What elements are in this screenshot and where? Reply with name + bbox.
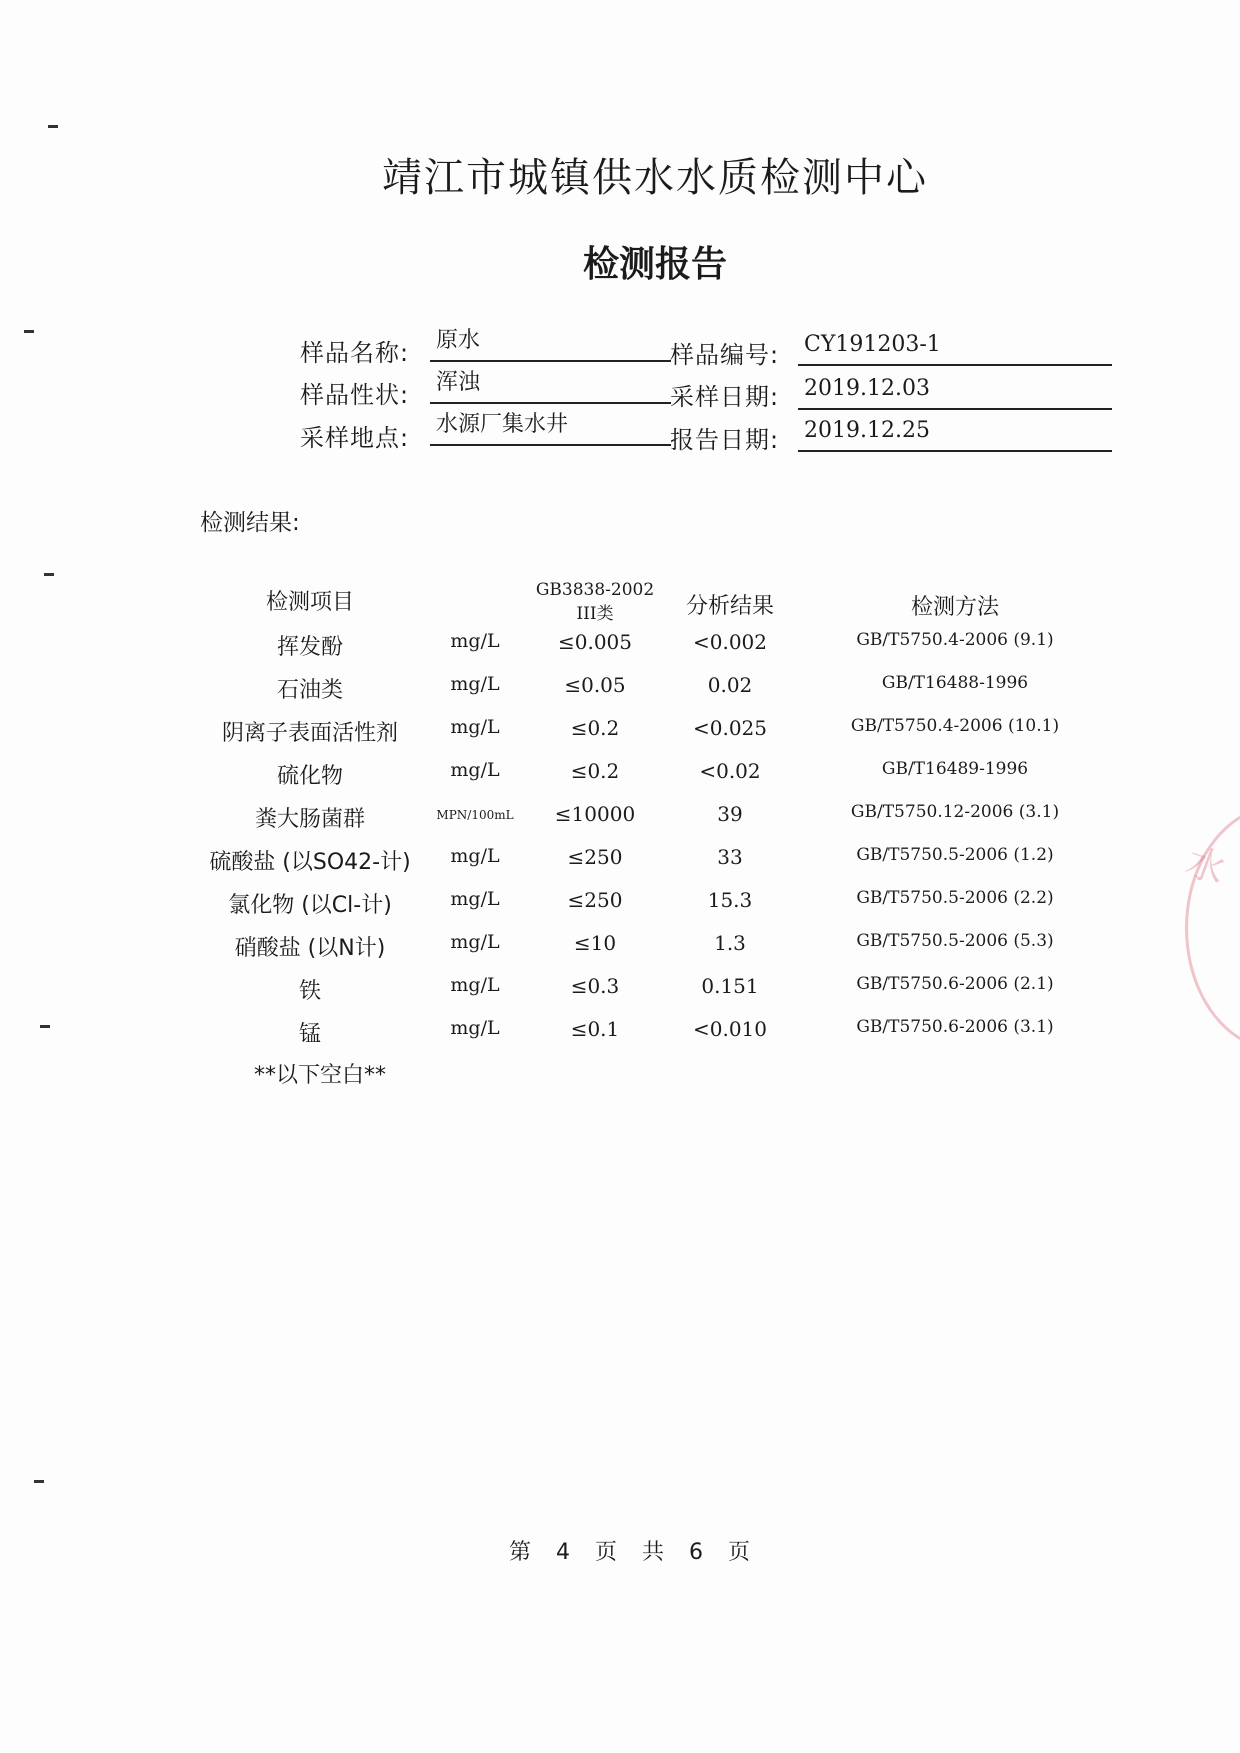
row-standard: ≤0.005 (557, 630, 632, 654)
sampling-location-value: 水源厂集水井 (430, 410, 671, 446)
table-row (0, 802, 1240, 842)
row-standard: ≤10000 (554, 802, 636, 826)
row-item: 氯化物 (以Cl-计) (228, 893, 392, 918)
row-result: <0.010 (692, 1017, 767, 1041)
row-item: 铁 (298, 979, 321, 1004)
row-method: GB/T16488-1996 (881, 673, 1029, 693)
report-date-value: 2019.12.25 (798, 416, 1112, 452)
row-unit: mg/L (450, 759, 500, 781)
table-row (0, 931, 1240, 971)
row-item: 硫酸盐 (以SO42-计) (209, 850, 411, 875)
sample-id-label: 样品编号: (670, 341, 780, 369)
table-row (0, 759, 1240, 799)
sample-nature-value: 浑浊 (430, 368, 671, 404)
row-result: 15.3 (707, 888, 753, 912)
row-standard: ≤0.2 (570, 759, 620, 783)
sampling-location-label: 采样地点: (300, 424, 410, 452)
row-result: 0.02 (707, 673, 753, 697)
row-unit: mg/L (450, 931, 500, 953)
row-result: 39 (717, 802, 743, 826)
row-standard: ≤0.2 (570, 716, 620, 740)
sample-name-label: 样品名称: (300, 339, 410, 367)
table-row (0, 716, 1240, 756)
row-method: GB/T16489-1996 (881, 759, 1029, 779)
row-unit: mg/L (450, 888, 500, 910)
scan-mark (44, 573, 54, 576)
row-result: <0.025 (692, 716, 767, 740)
scan-mark (40, 1025, 50, 1028)
row-unit: mg/L (450, 630, 500, 652)
page-footer (500, 1535, 759, 1566)
header-result: 分析结果 (685, 594, 774, 619)
row-item: 挥发酚 (276, 635, 343, 660)
footer-suffix: 页 (728, 1540, 751, 1565)
sampling-date-label: 采样日期: (670, 383, 780, 411)
row-method: GB/T5750.4-2006 (9.1) (856, 630, 1054, 650)
row-result: <0.02 (699, 759, 761, 783)
row-unit: mg/L (450, 716, 500, 738)
row-method: GB/T5750.5-2006 (1.2) (856, 845, 1054, 865)
row-method: GB/T5750.6-2006 (3.1) (856, 1017, 1054, 1037)
sample-nature-label: 样品性状: (300, 381, 410, 409)
sample-id-value: CY191203-1 (798, 330, 1112, 366)
footer-page-unit: 页 (595, 1540, 618, 1565)
row-item: 阴离子表面活性剂 (221, 721, 398, 746)
footer-total-prefix: 共 (642, 1540, 665, 1565)
row-standard: ≤250 (567, 845, 623, 869)
report-date-label: 报告日期: (670, 426, 780, 454)
row-unit: mg/L (450, 974, 500, 996)
row-standard: ≤0.05 (564, 673, 626, 697)
scan-mark (24, 330, 34, 333)
row-result: 0.151 (701, 974, 759, 998)
row-result: 1.3 (714, 931, 746, 955)
footer-prefix: 第 (509, 1540, 532, 1565)
organization-title: 靖江市城镇供水水质检测中心 (382, 155, 928, 201)
table-row (0, 1017, 1240, 1057)
header-item: 检测项目 (265, 590, 354, 615)
footer-page-number: 4 (556, 1540, 571, 1565)
row-standard: ≤250 (567, 888, 623, 912)
row-item: 硝酸盐 (以N计) (234, 936, 386, 961)
table-row (0, 845, 1240, 885)
report-title: 检测报告 (582, 244, 727, 285)
table-row (0, 630, 1240, 670)
footer-total-pages: 6 (689, 1540, 704, 1565)
row-standard: ≤0.3 (570, 974, 620, 998)
blank-note: **以下空白** (253, 1063, 386, 1088)
row-method: GB/T5750.12-2006 (3.1) (850, 802, 1060, 822)
row-result: 33 (717, 845, 743, 869)
sample-name-value: 原水 (430, 326, 671, 362)
table-row (0, 673, 1240, 713)
header-standard-line1: GB3838-2002 (535, 580, 655, 600)
row-unit: mg/L (450, 845, 500, 867)
row-method: GB/T5750.4-2006 (10.1) (850, 716, 1060, 736)
header-method: 检测方法 (910, 595, 999, 620)
row-method: GB/T5750.5-2006 (2.2) (856, 888, 1054, 908)
row-method: GB/T5750.6-2006 (2.1) (856, 974, 1054, 994)
row-item: 锰 (298, 1022, 321, 1047)
header-standard-line2: III类 (576, 604, 614, 624)
results-label: 检测结果: (200, 510, 300, 536)
row-item: 石油类 (276, 678, 343, 703)
row-result: <0.002 (692, 630, 767, 654)
scan-mark (34, 1480, 44, 1483)
row-unit: mg/L (450, 673, 500, 695)
row-unit: mg/L (450, 1017, 500, 1039)
row-standard: ≤0.1 (570, 1017, 620, 1041)
row-method: GB/T5750.5-2006 (5.3) (856, 931, 1054, 951)
scan-mark (48, 125, 58, 128)
header-standard (530, 578, 660, 626)
row-standard: ≤10 (573, 931, 617, 955)
row-item: 硫化物 (276, 764, 343, 789)
row-item: 粪大肠菌群 (254, 807, 365, 832)
table-row (0, 888, 1240, 928)
seal-partial-text: 水 (1180, 838, 1232, 893)
sampling-date-value: 2019.12.03 (798, 374, 1112, 410)
table-row (0, 974, 1240, 1014)
row-unit: MPN/100mL (436, 808, 514, 822)
